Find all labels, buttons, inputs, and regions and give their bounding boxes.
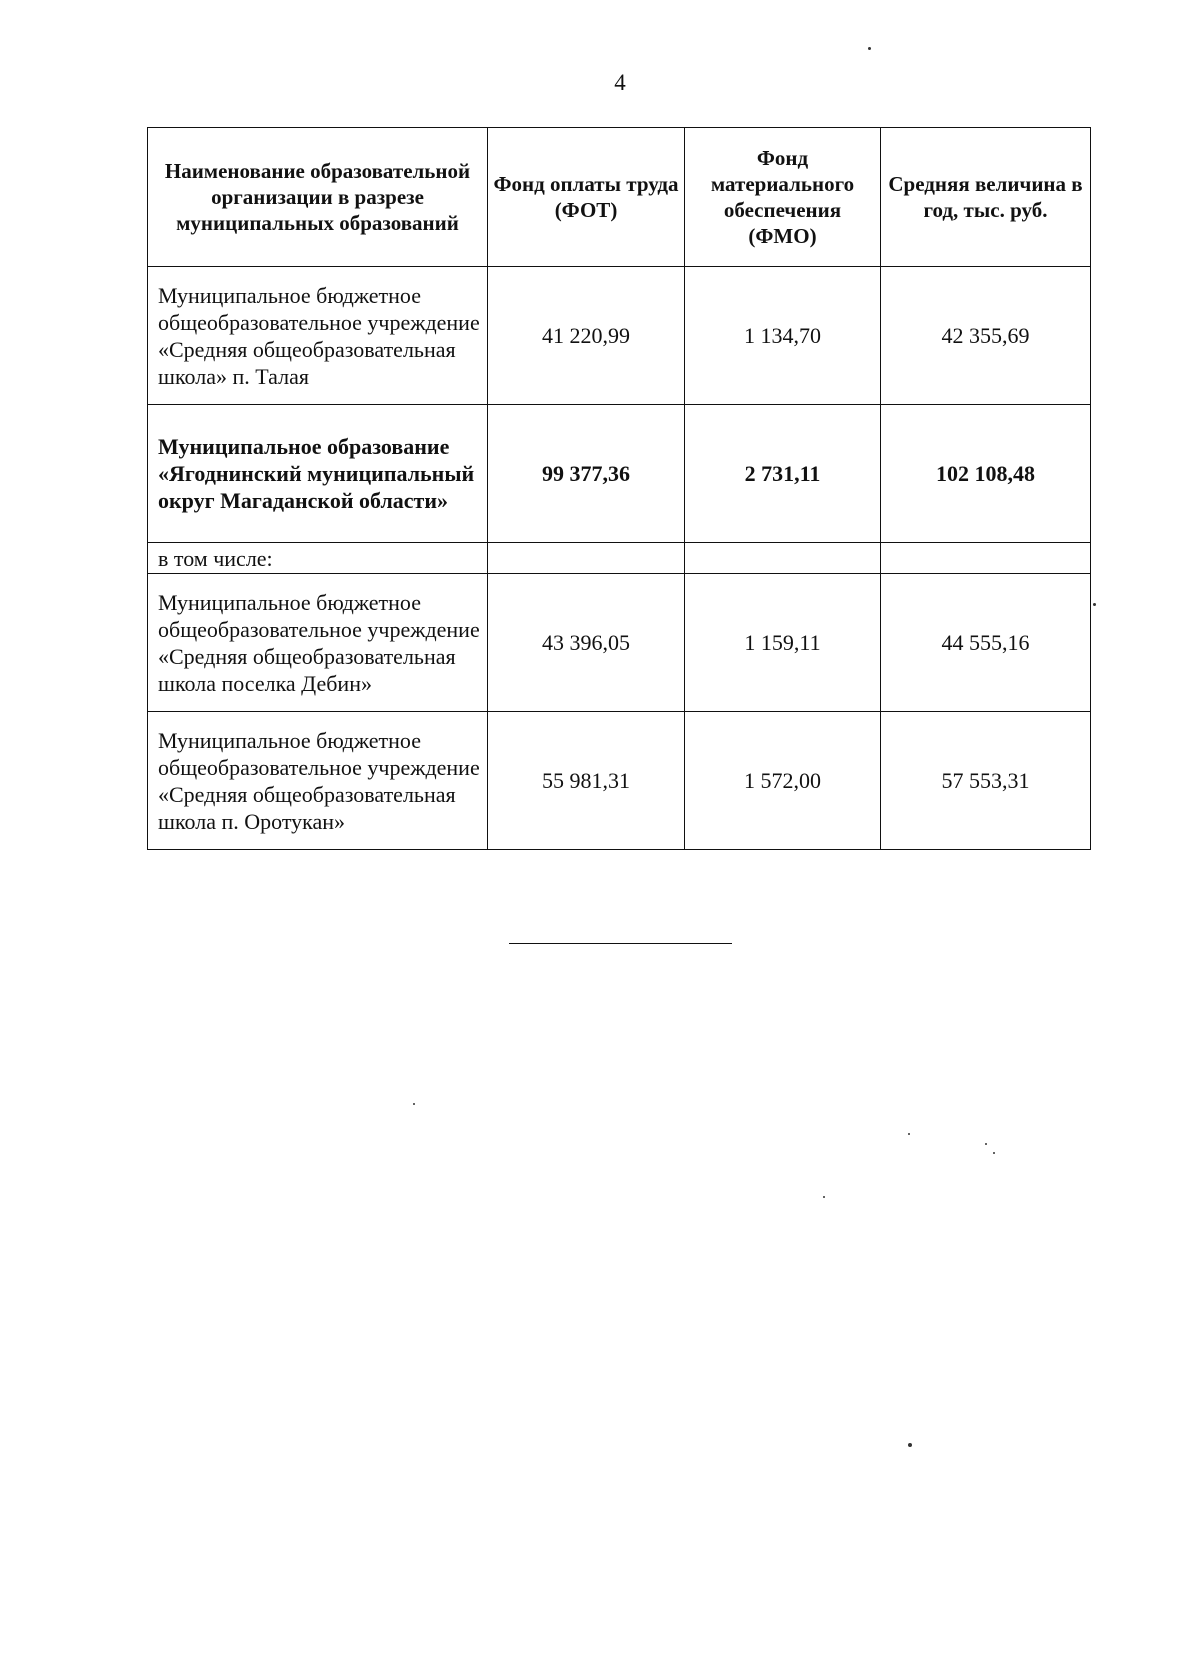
municipality-name: Муниципальное образование «Ягоднинский муниципальный округ Магаданской области»: [148, 405, 488, 543]
scan-speck: [908, 1133, 910, 1135]
closing-rule: [509, 943, 732, 944]
average-value: 44 555,16: [881, 574, 1091, 712]
page-number: 4: [614, 70, 626, 95]
organization-name: Муниципальное бюджетное общеобразовательное учреждение «Средняя общеобразовательная школа п. Оротукан»: [148, 712, 488, 850]
header-fot: Фонд оплаты труда (ФОТ): [488, 128, 685, 267]
header-organization: Наименование образовательной организации в разрезе муниципальных образований: [148, 128, 488, 267]
table-row: [148, 574, 1091, 712]
average-value: 42 355,69: [881, 267, 1091, 405]
scan-speck: [985, 1143, 987, 1145]
table-row-including: [148, 543, 1091, 574]
table-row: [148, 712, 1091, 850]
scan-speck: [908, 1443, 912, 1447]
fmo-value: 2 731,11: [685, 405, 881, 543]
header-average: Средняя величина в год, тыс. руб.: [881, 128, 1091, 267]
organization-name: Муниципальное бюджетное общеобразовательное учреждение «Средняя общеобразовательная школа поселка Дебин»: [148, 574, 488, 712]
scan-speck: [823, 1196, 825, 1198]
fmo-value: 1 134,70: [685, 267, 881, 405]
average-value: 57 553,31: [881, 712, 1091, 850]
average-value: 102 108,48: [881, 405, 1091, 543]
fot-value: [488, 543, 685, 574]
scan-speck: [413, 1103, 415, 1105]
fmo-value: [685, 543, 881, 574]
table-row: [148, 267, 1091, 405]
table-header-row: [148, 128, 1091, 267]
table-row-total: [148, 405, 1091, 543]
fot-value: 55 981,31: [488, 712, 685, 850]
fot-value: 43 396,05: [488, 574, 685, 712]
scan-speck: [993, 1152, 995, 1154]
fot-value: 41 220,99: [488, 267, 685, 405]
fmo-value: 1 159,11: [685, 574, 881, 712]
scan-speck: [868, 47, 871, 50]
funding-table: [147, 127, 1091, 850]
including-label: в том числе:: [148, 543, 488, 574]
header-fmo: Фонд материального обеспечения (ФМО): [685, 128, 881, 267]
scan-speck: [1093, 603, 1096, 606]
fmo-value: 1 572,00: [685, 712, 881, 850]
average-value: [881, 543, 1091, 574]
organization-name: Муниципальное бюджетное общеобразовательное учреждение «Средняя общеобразовательная школа» п. Талая: [148, 267, 488, 405]
fot-value: 99 377,36: [488, 405, 685, 543]
